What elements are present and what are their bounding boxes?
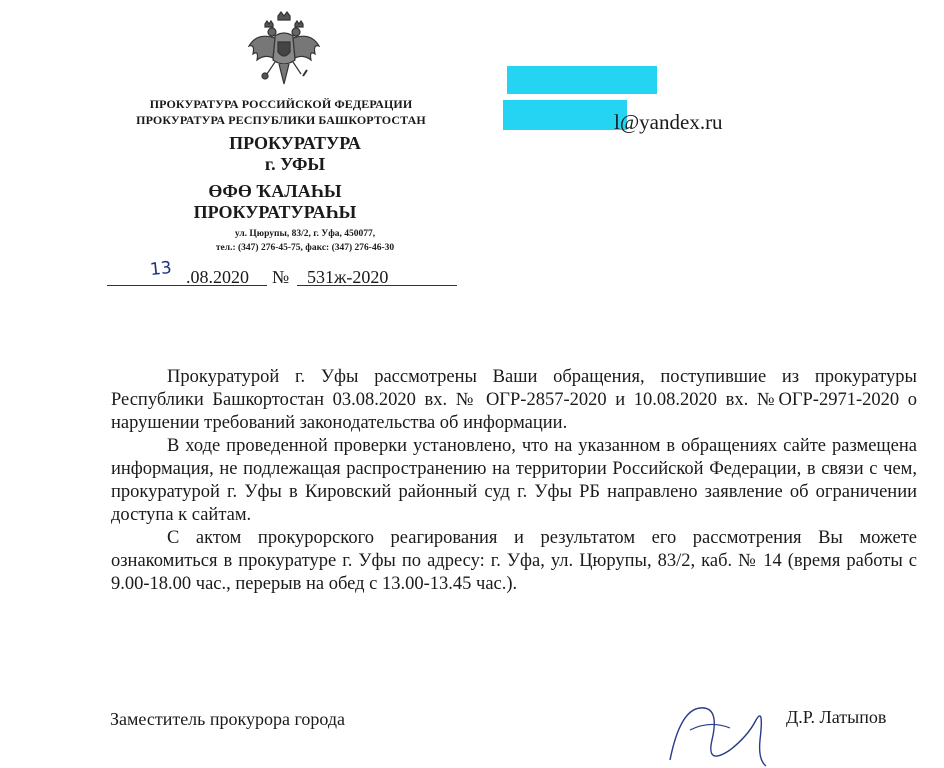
body-paragraph-1: Прокуратурой г. Уфы рассмотрены Ваши обращения, поступившие из прокуратуры Республики Башкортостан 03.08.2020 вх. № ОГР-2857-2020 и 10.08.2020 вх. №ОГР-2971-2020 о нарушении требований законодательства об информации. bbox=[111, 367, 917, 433]
letter-body bbox=[111, 366, 917, 596]
redaction-name bbox=[507, 66, 657, 94]
letterhead-line-1: ПРОКУРАТУРА РОССИЙСКОЙ ФЕДЕРАЦИИ bbox=[149, 97, 413, 111]
letterhead-title-4: ПРОКУРАТУРАҺЫ bbox=[193, 202, 357, 222]
letterhead-title-3: ӨФӨ ҠАЛАҺЫ bbox=[208, 181, 342, 201]
signatory-name: Д.Р. Латыпов bbox=[786, 707, 887, 727]
body-paragraph-3: С актом прокурорского реагирования и результатом его рассмотрения Вы можете ознакомиться в прокуратуре г. Уфы по адресу: г. Уфа, ул. Цюрупы, 83/2, каб. № 14 (время работы с 9.00-18.00 час., перерыв на обед с 13.00-13.45 час.). bbox=[111, 528, 917, 594]
reference-number: 531ж-2020 bbox=[307, 267, 389, 287]
signatory-position: Заместитель прокурора города bbox=[110, 709, 346, 729]
reference-date: .08.2020 bbox=[186, 267, 249, 287]
letterhead-line-2: ПРОКУРАТУРА РЕСПУБЛИКИ БАШКОРТОСТАН bbox=[136, 113, 426, 127]
body-paragraph-2: В ходе проведенной проверки установлено, что на указанном в обращениях сайте размещена информация, не подлежащая распространению на территории Российской Федерации, в связи с чем, прокуратурой г. Уфы в Кировский районный суд г. Уфы РБ направлено заявление об ограничении доступа к сайтам. bbox=[111, 436, 917, 525]
reference-number-sign: № bbox=[272, 267, 290, 287]
redaction-email bbox=[503, 100, 627, 130]
letterhead-address: ул. Цюрупы, 83/2, г. Уфа, 450077, bbox=[234, 229, 376, 239]
coat-of-arms-icon bbox=[245, 10, 323, 94]
handwritten-signature bbox=[660, 700, 770, 768]
letterhead-title-2: г. УФЫ bbox=[264, 154, 326, 174]
letterhead-phones: тел.: (347) 276-45-75, факс: (347) 276-46-30 bbox=[215, 243, 395, 253]
letterhead-title-1: ПРОКУРАТУРА bbox=[229, 133, 361, 153]
handwritten-day: 13 bbox=[149, 257, 173, 281]
recipient-email: l@yandex.ru bbox=[614, 110, 723, 134]
